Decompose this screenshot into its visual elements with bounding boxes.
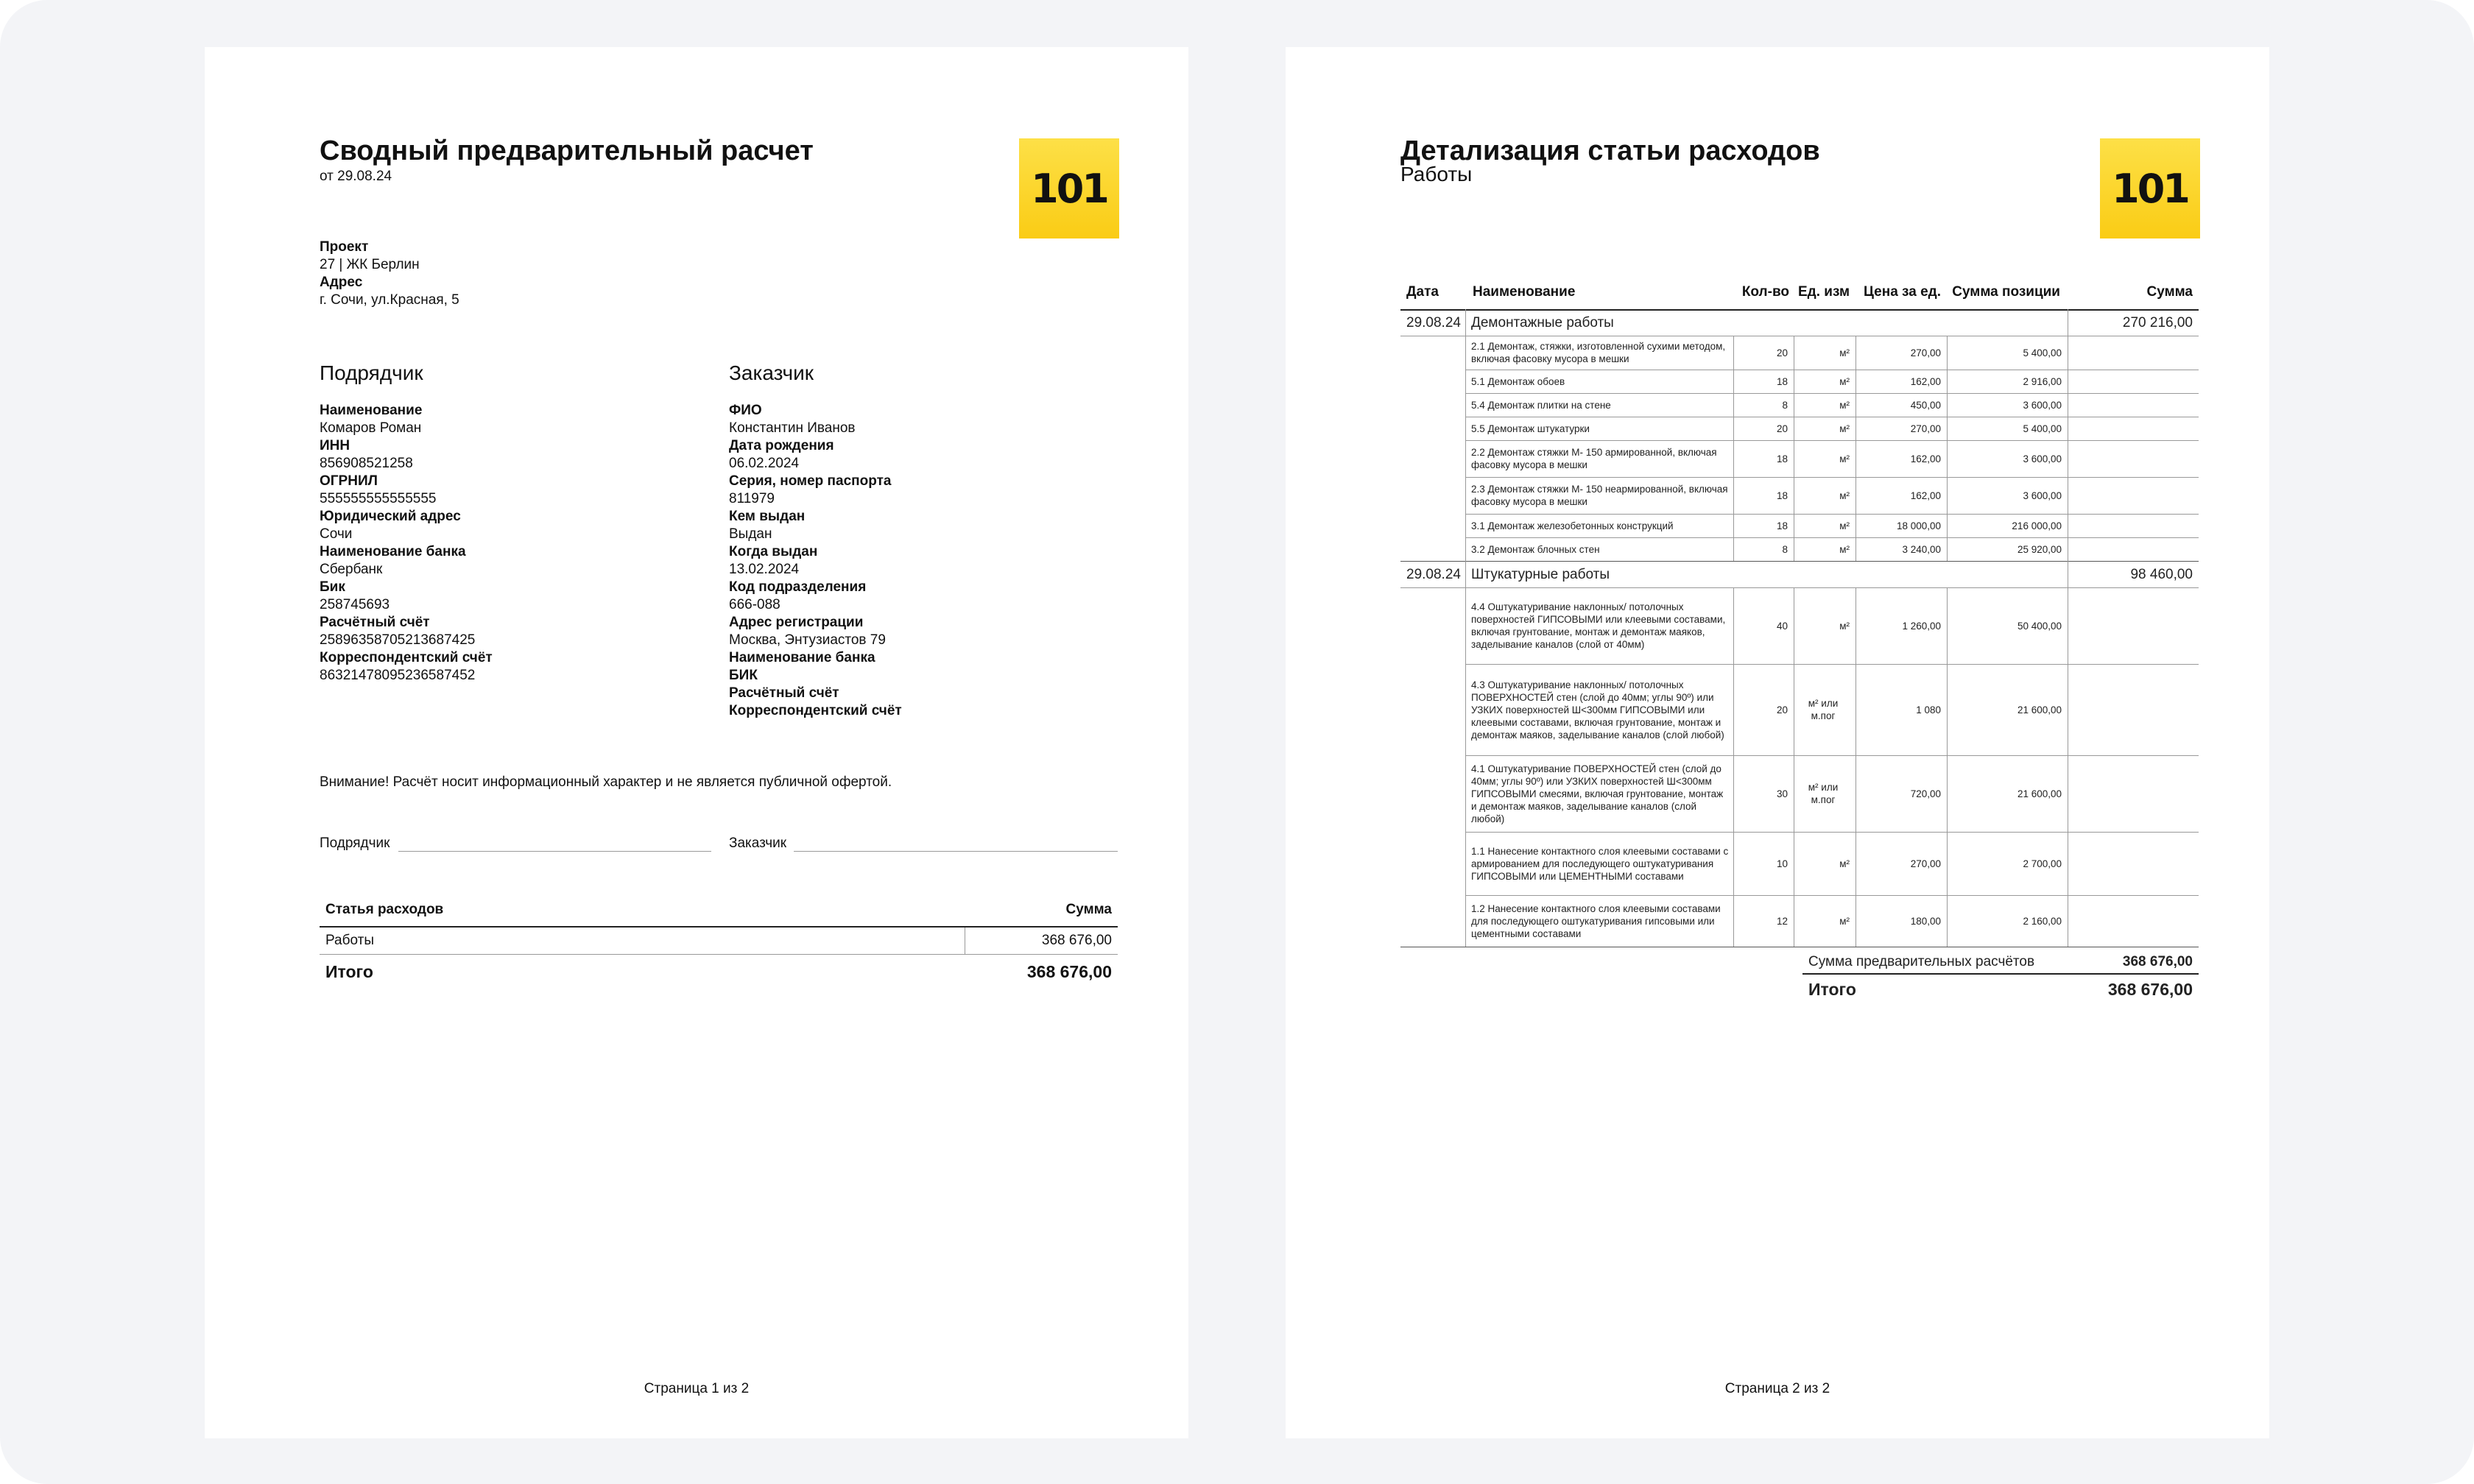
detail-table-header bbox=[1400, 280, 2199, 309]
column-divider bbox=[1733, 417, 1734, 440]
item-position-sum-text: 2 160,00 bbox=[2023, 915, 2062, 927]
column-divider bbox=[1465, 561, 1466, 587]
item-name-text: 4.1 Оштукатуривание ПОВЕРХНОСТЕЙ стен (слой до 40мм; углы 90º) или УЗКИХ поверхностей Ш<300мм ГИПСОВЫМИ смесями, включая грунтование, монтаж и демонтаж маяков, заделывание каналов (слой любой) bbox=[1471, 763, 1724, 824]
item-unit-text: м² bbox=[1839, 490, 1850, 501]
column-divider bbox=[1947, 477, 1948, 514]
item-price bbox=[1856, 537, 1941, 561]
item-unit bbox=[1797, 477, 1850, 514]
company-logo: 101 bbox=[1019, 138, 1119, 239]
column-divider bbox=[1733, 514, 1734, 537]
col-header-date: Дата bbox=[1406, 284, 1439, 300]
item-position-sum bbox=[1947, 336, 2062, 370]
item-qty bbox=[1733, 417, 1788, 440]
col-header-sum: Сумма bbox=[1065, 902, 1112, 917]
field-value: 06.02.2024 bbox=[729, 456, 800, 471]
column-divider bbox=[1733, 393, 1734, 417]
item-unit-text: м² bbox=[1839, 347, 1850, 358]
item-position-sum-text: 3 600,00 bbox=[2023, 490, 2062, 501]
total-label-text: Итого bbox=[1808, 979, 1856, 999]
contractor-heading: Подрядчик bbox=[320, 361, 423, 384]
item-price bbox=[1856, 336, 1941, 370]
item-name-text: 4.4 Оштукатуривание наклонных/ потолочных поверхностей ГИПСОВЫМИ или клеевыми составами, включая грунтование, монтаж и демонтаж маяков, заделывание каналов (слой от 40мм) bbox=[1471, 601, 1726, 650]
item-qty bbox=[1733, 895, 1788, 947]
item-price bbox=[1856, 370, 1941, 393]
item-unit bbox=[1797, 370, 1850, 393]
item-qty-text: 12 bbox=[1776, 915, 1788, 927]
contractor-signature-line bbox=[398, 851, 711, 852]
field-value: 258745693 bbox=[320, 597, 390, 612]
field-label: Корреспондентский счёт bbox=[729, 703, 902, 718]
item-name-text: 1.1 Нанесение контактного слоя клеевыми составами с армированием для последующего оштукатуривания ГИПСОВЫМИ или ЦЕМЕНТНЫМИ составами bbox=[1471, 845, 1729, 882]
column-divider bbox=[1465, 832, 1466, 895]
item-qty-text: 8 bbox=[1782, 399, 1788, 411]
field-label: ОГРНИЛ bbox=[320, 473, 378, 489]
column-divider bbox=[1465, 664, 1466, 755]
column-divider bbox=[1465, 393, 1466, 417]
item-position-sum bbox=[1947, 664, 2062, 755]
col-header-expense-item: Статья расходов bbox=[325, 902, 444, 917]
item-unit-text: м² или м.пог bbox=[1808, 782, 1839, 805]
item-position-sum bbox=[1947, 514, 2062, 537]
item-position-sum-text: 50 400,00 bbox=[2017, 620, 2062, 632]
column-divider bbox=[1947, 370, 1948, 393]
item-price-text: 450,00 bbox=[1910, 399, 1941, 411]
customer-signature-line bbox=[794, 851, 1118, 852]
item-price-text: 3 240,00 bbox=[1902, 543, 1941, 555]
group-date bbox=[1406, 309, 1465, 336]
item-name-text: 3.1 Демонтаж железобетонных конструкций bbox=[1471, 520, 1674, 531]
column-divider bbox=[1465, 895, 1466, 947]
item-price bbox=[1856, 393, 1941, 417]
item-position-sum bbox=[1947, 477, 2062, 514]
group-sum-text: 270 216,00 bbox=[2122, 314, 2193, 331]
col-header-unit: Ед. изм bbox=[1798, 284, 1850, 300]
column-divider bbox=[1733, 440, 1734, 477]
column-divider bbox=[1733, 755, 1734, 832]
field-value: 86321478095236587452 bbox=[320, 668, 476, 683]
field-label: БИК bbox=[729, 668, 758, 683]
address-label: Адрес bbox=[320, 275, 363, 290]
column-divider bbox=[1947, 832, 1948, 895]
item-price bbox=[1856, 587, 1941, 664]
item-qty-text: 8 bbox=[1782, 543, 1788, 555]
item-qty-text: 10 bbox=[1776, 858, 1788, 869]
item-price bbox=[1856, 514, 1941, 537]
column-divider bbox=[1947, 417, 1948, 440]
item-position-sum-text: 216 000,00 bbox=[2012, 520, 2062, 531]
item-qty-text: 20 bbox=[1776, 423, 1788, 434]
item-name bbox=[1471, 755, 1729, 832]
item-name-text: 1.2 Нанесение контактного слоя клеевыми составами для последующего оштукатуривания гипсовыми или цементными составами bbox=[1471, 902, 1721, 939]
field-label: Наименование bbox=[320, 403, 423, 418]
item-position-sum-text: 2 700,00 bbox=[2023, 858, 2062, 869]
page-footer: Страница 1 из 2 bbox=[644, 1381, 750, 1396]
item-qty-text: 18 bbox=[1776, 490, 1788, 501]
customer-heading: Заказчик bbox=[729, 361, 814, 384]
item-unit-text: м² или м.пог bbox=[1808, 698, 1839, 721]
item-unit bbox=[1797, 417, 1850, 440]
item-unit bbox=[1797, 832, 1850, 895]
column-divider bbox=[1733, 664, 1734, 755]
item-unit bbox=[1797, 393, 1850, 417]
group-sum bbox=[2068, 561, 2193, 587]
item-unit bbox=[1797, 514, 1850, 537]
item-position-sum bbox=[1947, 755, 2062, 832]
field-label: Наименование банка bbox=[729, 650, 875, 665]
item-unit bbox=[1797, 664, 1850, 755]
item-qty-text: 20 bbox=[1776, 347, 1788, 358]
document-page-2 bbox=[1286, 47, 2269, 1438]
item-price-text: 162,00 bbox=[1910, 490, 1941, 501]
item-position-sum-text: 25 920,00 bbox=[2017, 543, 2062, 555]
total-label bbox=[1808, 976, 1956, 1003]
item-price-text: 162,00 bbox=[1910, 375, 1941, 387]
field-label: Расчётный счёт bbox=[729, 685, 839, 701]
item-position-sum-text: 2 916,00 bbox=[2023, 375, 2062, 387]
group-date-text: 29.08.24 bbox=[1406, 566, 1461, 582]
item-name-text: 5.1 Демонтаж обоев bbox=[1471, 375, 1565, 387]
item-qty-text: 18 bbox=[1776, 520, 1788, 531]
item-price-text: 1 080 bbox=[1916, 704, 1941, 716]
item-name-text: 2.1 Демонтаж, стяжки, изготовленной сухими методом, включая фасовку мусора в мешки bbox=[1471, 341, 1726, 364]
item-name-text: 5.4 Демонтаж плитки на стене bbox=[1471, 399, 1611, 411]
item-position-sum-text: 21 600,00 bbox=[2017, 788, 2062, 799]
group-date-text: 29.08.24 bbox=[1406, 314, 1461, 331]
column-divider bbox=[1465, 417, 1466, 440]
item-qty bbox=[1733, 477, 1788, 514]
col-header-qty: Кол-во bbox=[1741, 284, 1789, 300]
item-unit-text: м² bbox=[1839, 858, 1850, 869]
item-price bbox=[1856, 477, 1941, 514]
item-qty-text: 20 bbox=[1776, 704, 1788, 716]
group-sum bbox=[2068, 309, 2193, 336]
item-price-text: 1 260,00 bbox=[1902, 620, 1941, 632]
column-divider bbox=[1947, 336, 1948, 370]
item-unit-text: м² bbox=[1839, 423, 1850, 434]
item-name bbox=[1471, 537, 1729, 561]
item-position-sum bbox=[1947, 587, 2062, 664]
group-sum-text: 98 460,00 bbox=[2130, 566, 2193, 582]
field-value: Сочи bbox=[320, 526, 353, 542]
field-label: Корреспондентский счёт bbox=[320, 650, 493, 665]
column-divider bbox=[1733, 370, 1734, 393]
expense-summary-table bbox=[320, 901, 1118, 1122]
item-unit bbox=[1797, 440, 1850, 477]
group-name bbox=[1471, 561, 1766, 587]
field-value: 25896358705213687425 bbox=[320, 632, 476, 648]
field-label: ИНН bbox=[320, 438, 350, 453]
col-header-sum: Сумма bbox=[2146, 284, 2193, 300]
item-name-text: 3.2 Демонтаж блочных стен bbox=[1471, 543, 1600, 555]
contractor-signature-label: Подрядчик bbox=[320, 835, 390, 851]
disclaimer-notice: Внимание! Расчёт носит информационный характер и не является публичной офертой. bbox=[320, 774, 892, 790]
prelim-sum-value bbox=[2068, 950, 2193, 973]
column-divider bbox=[1465, 440, 1466, 477]
item-unit bbox=[1797, 587, 1850, 664]
group-name-text: Демонтажные работы bbox=[1471, 314, 1614, 331]
field-value: 13.02.2024 bbox=[729, 562, 800, 577]
page-footer: Страница 2 из 2 bbox=[1724, 1381, 1830, 1396]
document-page-1 bbox=[205, 47, 1188, 1438]
item-position-sum-text: 5 400,00 bbox=[2023, 347, 2062, 358]
item-position-sum-text: 21 600,00 bbox=[2017, 704, 2062, 716]
item-price-text: 270,00 bbox=[1910, 347, 1941, 358]
page-title: Детализация статьи расходов bbox=[1400, 135, 1820, 166]
prelim-sum-value-text: 368 676,00 bbox=[2122, 953, 2193, 969]
col-header-name: Наименование bbox=[1473, 284, 1576, 300]
item-name bbox=[1471, 440, 1729, 477]
column-divider bbox=[1947, 393, 1948, 417]
item-position-sum bbox=[1947, 537, 2062, 561]
field-label: Когда выдан bbox=[729, 544, 818, 559]
total-label: Итого bbox=[325, 962, 373, 981]
item-price-text: 270,00 bbox=[1910, 858, 1941, 869]
field-value: 856908521258 bbox=[320, 456, 413, 471]
column-divider bbox=[1947, 440, 1948, 477]
column-divider bbox=[1465, 336, 1466, 370]
item-name bbox=[1471, 417, 1729, 440]
column-divider bbox=[1465, 477, 1466, 514]
item-name bbox=[1471, 895, 1729, 947]
item-position-sum bbox=[1947, 895, 2062, 947]
column-divider bbox=[1947, 755, 1948, 832]
address-value: г. Сочи, ул.Красная, 5 bbox=[320, 292, 459, 308]
column-divider bbox=[1733, 477, 1734, 514]
prelim-sum-label-text: Сумма предварительных расчётов bbox=[1808, 953, 2035, 969]
item-position-sum bbox=[1947, 417, 2062, 440]
item-name-text: 4.3 Оштукатуривание наклонных/ потолочных ПОВЕРХНОСТЕЙ стен (слой до 40мм; углы 90º) или УЗКИХ поверхностей Ш<300мм ГИПСОВЫМИ или клеевыми составами, включая грунтование, монтаж и демонтаж маяков, заделывание каналов (слой любой) bbox=[1471, 679, 1724, 741]
item-qty bbox=[1733, 755, 1788, 832]
table-row bbox=[320, 928, 1118, 954]
expense-item-sum: 368 676,00 bbox=[1041, 933, 1112, 948]
item-unit-text: м² bbox=[1839, 915, 1850, 927]
item-price bbox=[1856, 832, 1941, 895]
col-header-price: Цена за ед. bbox=[1864, 284, 1941, 300]
item-unit bbox=[1797, 895, 1850, 947]
table-row-divider bbox=[320, 954, 1118, 955]
item-qty bbox=[1733, 440, 1788, 477]
project-value: 27 | ЖК Берлин bbox=[320, 257, 420, 272]
field-label: ФИО bbox=[729, 403, 762, 418]
column-divider bbox=[1465, 755, 1466, 832]
column-divider bbox=[1465, 514, 1466, 537]
field-label: Дата рождения bbox=[729, 438, 834, 453]
item-unit-text: м² bbox=[1839, 520, 1850, 531]
field-label: Бик bbox=[320, 579, 345, 595]
totals-divider bbox=[1802, 973, 2199, 975]
column-divider bbox=[1465, 537, 1466, 561]
total-value bbox=[2038, 976, 2193, 1003]
field-label: Юридический адрес bbox=[320, 509, 461, 524]
item-position-sum bbox=[1947, 393, 2062, 417]
item-unit bbox=[1797, 537, 1850, 561]
item-position-sum-text: 3 600,00 bbox=[2023, 453, 2062, 464]
item-name bbox=[1471, 477, 1729, 514]
field-value: 666-088 bbox=[729, 597, 780, 612]
item-qty-text: 30 bbox=[1776, 788, 1788, 799]
item-price bbox=[1856, 755, 1941, 832]
item-qty-text: 18 bbox=[1776, 375, 1788, 387]
item-qty bbox=[1733, 832, 1788, 895]
item-unit-text: м² bbox=[1839, 543, 1850, 555]
item-unit-text: м² bbox=[1839, 453, 1850, 464]
item-position-sum bbox=[1947, 832, 2062, 895]
field-value: Константин Иванов bbox=[729, 420, 856, 436]
column-divider bbox=[1465, 309, 1466, 336]
total-value: 368 676,00 bbox=[1026, 962, 1112, 981]
item-position-sum-text: 5 400,00 bbox=[2023, 423, 2062, 434]
field-value: Сбербанк bbox=[320, 562, 383, 577]
item-name bbox=[1471, 587, 1729, 664]
item-qty bbox=[1733, 370, 1788, 393]
item-price bbox=[1856, 664, 1941, 755]
item-unit bbox=[1797, 336, 1850, 370]
item-unit bbox=[1797, 755, 1850, 832]
item-qty-text: 18 bbox=[1776, 453, 1788, 464]
project-label: Проект bbox=[320, 239, 369, 255]
field-label: Серия, номер паспорта bbox=[729, 473, 892, 489]
item-qty-text: 40 bbox=[1776, 620, 1788, 632]
item-position-sum bbox=[1947, 440, 2062, 477]
field-value: Комаров Роман bbox=[320, 420, 422, 436]
field-label: Расчётный счёт bbox=[320, 615, 430, 630]
group-date bbox=[1406, 561, 1465, 587]
item-price bbox=[1856, 440, 1941, 477]
item-qty bbox=[1733, 664, 1788, 755]
page-title: Сводный предварительный расчет bbox=[320, 135, 814, 166]
field-label: Наименование банка bbox=[320, 544, 466, 559]
item-unit-text: м² bbox=[1839, 375, 1850, 387]
item-name bbox=[1471, 832, 1729, 895]
item-name bbox=[1471, 336, 1729, 370]
item-qty bbox=[1733, 393, 1788, 417]
column-divider bbox=[1733, 336, 1734, 370]
field-label: Адрес регистрации bbox=[729, 615, 864, 630]
column-divider bbox=[1733, 895, 1734, 947]
item-price-text: 720,00 bbox=[1910, 788, 1941, 799]
column-divider bbox=[1465, 587, 1466, 664]
item-name-text: 5.5 Демонтаж штукатурки bbox=[1471, 423, 1590, 434]
prelim-sum-label bbox=[1808, 950, 2073, 973]
item-price-text: 18 000,00 bbox=[1896, 520, 1941, 531]
field-label: Код подразделения bbox=[729, 579, 867, 595]
item-qty bbox=[1733, 336, 1788, 370]
company-logo: 101 bbox=[2100, 138, 2200, 239]
item-price bbox=[1856, 417, 1941, 440]
item-qty bbox=[1733, 514, 1788, 537]
total-value-text: 368 676,00 bbox=[2107, 979, 2193, 999]
item-position-sum-text: 3 600,00 bbox=[2023, 399, 2062, 411]
expense-item-name: Работы bbox=[325, 933, 374, 948]
column-divider bbox=[1947, 514, 1948, 537]
document-date: от 29.08.24 bbox=[320, 169, 392, 184]
group-name bbox=[1471, 309, 1766, 336]
field-value: 555555555555555 bbox=[320, 491, 437, 506]
column-divider bbox=[1465, 370, 1466, 393]
field-value: Москва, Энтузиастов 79 bbox=[729, 632, 886, 648]
item-price bbox=[1856, 895, 1941, 947]
field-value: Выдан bbox=[729, 526, 772, 542]
field-value: 811979 bbox=[729, 491, 775, 506]
field-label: Кем выдан bbox=[729, 509, 806, 524]
column-divider bbox=[1733, 832, 1734, 895]
column-divider bbox=[1947, 537, 1948, 561]
col-header-position-sum: Сумма позиции bbox=[1952, 284, 2060, 300]
item-name bbox=[1471, 514, 1729, 537]
item-name bbox=[1471, 664, 1729, 755]
item-name bbox=[1471, 370, 1729, 393]
item-qty bbox=[1733, 587, 1788, 664]
item-price-text: 180,00 bbox=[1910, 915, 1941, 927]
group-name-text: Штукатурные работы bbox=[1471, 566, 1610, 582]
item-name bbox=[1471, 393, 1729, 417]
item-qty bbox=[1733, 537, 1788, 561]
item-name-text: 2.2 Демонтаж стяжки М- 150 армированной, включая фасовку мусора в мешки bbox=[1471, 447, 1717, 470]
column-divider bbox=[1733, 537, 1734, 561]
item-price-text: 162,00 bbox=[1910, 453, 1941, 464]
column-divider bbox=[1947, 664, 1948, 755]
item-unit-text: м² bbox=[1839, 399, 1850, 411]
column-divider bbox=[1733, 587, 1734, 664]
customer-signature-label: Заказчик bbox=[729, 835, 787, 851]
column-divider bbox=[1947, 895, 1948, 947]
item-unit-text: м² bbox=[1839, 620, 1850, 632]
column-divider bbox=[1947, 587, 1948, 664]
item-name-text: 2.3 Демонтаж стяжки М- 150 неармированной, включая фасовку мусора в мешки bbox=[1471, 484, 1728, 507]
page-subtitle: Работы bbox=[1400, 163, 1473, 186]
item-price-text: 270,00 bbox=[1910, 423, 1941, 434]
item-position-sum bbox=[1947, 370, 2062, 393]
